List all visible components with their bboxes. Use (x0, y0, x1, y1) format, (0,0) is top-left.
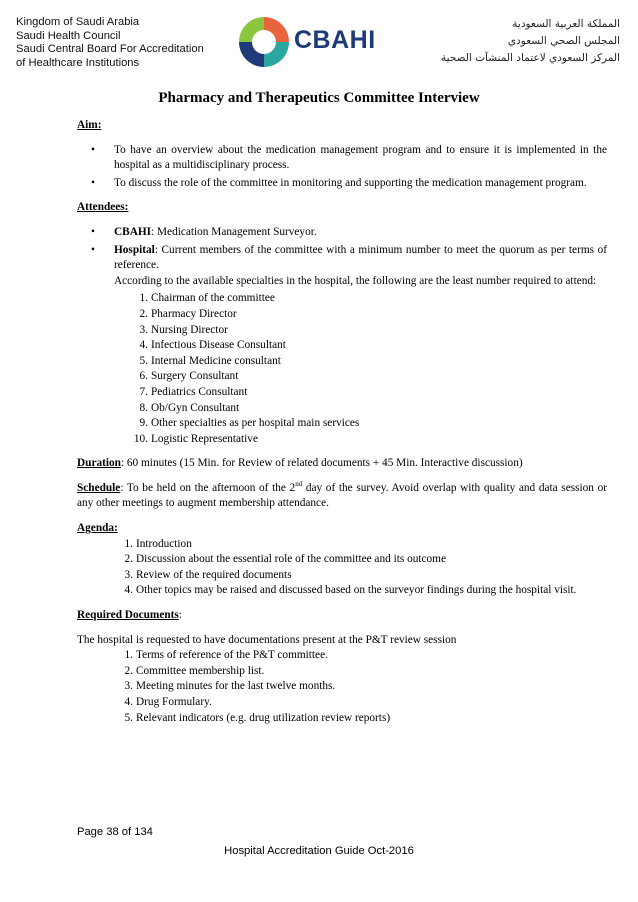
header-left-line: of Healthcare Institutions (16, 56, 140, 69)
duration-label: Duration (77, 457, 121, 470)
hospital-label: Hospital (114, 243, 155, 256)
required-documents-intro: The hospital is requested to have documentations present at the P&T review session (77, 633, 457, 646)
aim-text: To have an overview about the medication management program and to ensure it is implemented in the hospital as a multidisciplinary process. (114, 143, 607, 172)
list-item (77, 243, 607, 290)
list-item: 4. Drug Formulary. (124, 696, 212, 708)
list-item: 8. Ob/Gyn Consultant (139, 401, 240, 414)
schedule-text-before: : To be held on the afternoon of the 2 (120, 481, 296, 494)
agenda-text: Other topics may be raised and discussed based on the surveyor findings during the hospital visit. (136, 584, 577, 597)
members-list (77, 291, 607, 447)
footer-guide-title: Hospital Accreditation Guide Oct-2016 (224, 845, 414, 857)
list-item: 6. Surgery Consultant (139, 370, 239, 383)
list-item: 1. Chairman of the committee (139, 292, 275, 305)
duration-line (77, 456, 607, 472)
member-text: Logistic Representative (151, 432, 258, 445)
schedule-label: Schedule (77, 481, 121, 494)
hospital-note: According to the available specialties in the hospital, the following are the least number required to attend: (114, 274, 597, 287)
list-item: 5. Internal Medicine consultant (139, 354, 281, 367)
list-item: 1. Terms of reference of the P&T committee. (124, 649, 328, 662)
list-item: 9. Other specialties as per hospital main services (139, 417, 360, 430)
header-left-line: Saudi Health Council (16, 29, 121, 42)
schedule-line (77, 481, 607, 512)
member-text: Other specialties as per hospital main services (151, 417, 360, 430)
page-title: Pharmacy and Therapeutics Committee Interview (158, 90, 480, 106)
member-text: Internal Medicine consultant (151, 354, 281, 367)
list-item: 5. Relevant indicators (e.g. drug utilization review reports) (124, 711, 391, 724)
list-item: 7. Pediatrics Consultant (139, 385, 248, 398)
required-documents-colon: : (178, 609, 182, 622)
agenda-text: Introduction (136, 537, 192, 550)
list-item (77, 176, 607, 192)
document-text: Relevant indicators (e.g. drug utilization review reports) (136, 711, 391, 724)
list-item (77, 143, 607, 174)
member-text: Pediatrics Consultant (151, 385, 248, 398)
list-item: 2. Committee membership list. (124, 664, 265, 677)
member-text: Pharmacy Director (151, 307, 237, 320)
cbahi-label: CBAHI (114, 225, 152, 238)
page-number: Page 38 of 134 (77, 826, 153, 838)
list-item: 1. Introduction (124, 537, 192, 550)
header-left-line: Saudi Central Board For Accreditation (16, 43, 204, 56)
list-item: 2. Pharmacy Director (139, 307, 237, 320)
bullet-icon: • (91, 143, 95, 156)
list-item: 3. Nursing Director (139, 323, 228, 336)
schedule-text-after: day of the survey. Avoid overlap with quality and data session or any other meetings to augment membership attendance. (77, 481, 607, 510)
header-right-line: المجلس الصحي السعودي (507, 35, 620, 47)
agenda-text: Review of the required documents (136, 568, 292, 581)
list-item (77, 225, 607, 241)
schedule-sup: nd (295, 480, 303, 489)
header-left-line: Kingdom of Saudi Arabia (16, 16, 140, 28)
member-text: Ob/Gyn Consultant (151, 401, 240, 414)
bullet-icon: • (91, 176, 95, 189)
duration-text: : 60 minutes (15 Min. for Review of related documents + 45 Min. Interactive discussion) (120, 457, 523, 470)
document-text: Committee membership list. (136, 664, 265, 677)
agenda-heading: Agenda: (77, 522, 118, 535)
header-right-block (441, 16, 620, 67)
document-text: Drug Formulary. (136, 696, 212, 708)
aim-list (77, 143, 607, 192)
aim-heading: Aim: (77, 119, 102, 131)
logo-text: CBAHI (294, 26, 376, 54)
header-left-block (16, 16, 204, 70)
list-item: 3. Meeting minutes for the last twelve months. (124, 680, 336, 693)
agenda-list (77, 537, 607, 599)
attendees-heading: Attendees: (77, 201, 129, 214)
member-text: Infectious Disease Consultant (151, 339, 286, 352)
hospital-text: : Current members of the committee with a minimum number to meet the quorum as per terms of reference. (114, 243, 607, 272)
cbahi-logo (236, 14, 396, 70)
list-item: 4. Other topics may be raised and discussed based on the surveyor findings during the hospital visit. (124, 584, 577, 597)
aim-text: To discuss the role of the committee in monitoring and supporting the medication management program. (114, 176, 587, 189)
required-documents-heading: Required Documents (77, 609, 179, 622)
bullet-icon: • (91, 225, 95, 238)
document-text: Meeting minutes for the last twelve months. (136, 680, 336, 693)
bullet-icon: • (91, 243, 95, 256)
document-body (77, 118, 607, 726)
header-right-line: المملكة العربية السعودية (512, 18, 620, 30)
required-documents-heading-line (77, 608, 607, 624)
member-text: Nursing Director (151, 323, 228, 336)
member-text: Chairman of the committee (151, 292, 275, 305)
member-text: Surgery Consultant (151, 370, 239, 383)
cbahi-text: : Medication Management Surveyor. (151, 225, 317, 238)
list-item: 3. Review of the required documents (124, 568, 292, 581)
header-right-line: المركز السعودي لاعتماد المنشآت الصحية (441, 52, 620, 64)
cbahi-emblem-icon (236, 14, 292, 70)
list-item: 2. Discussion about the essential role of the committee and its outcome (124, 553, 446, 566)
attendees-list (77, 225, 607, 289)
agenda-text: Discussion about the essential role of the committee and its outcome (136, 553, 446, 566)
list-item: 4. Infectious Disease Consultant (139, 339, 286, 352)
documents-list (77, 648, 607, 726)
list-item: 10. Logistic Representative (133, 432, 258, 445)
document-text: Terms of reference of the P&T committee. (136, 649, 328, 662)
